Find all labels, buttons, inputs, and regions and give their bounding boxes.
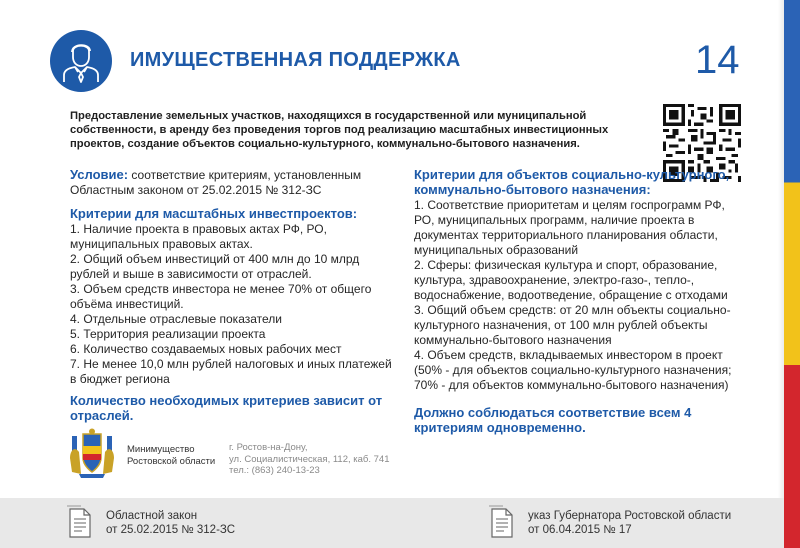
page-number: 14 [695,38,740,82]
list-item: 4. Отдельные отраслевые показатели [70,312,282,326]
list-item: 2. Общий объем инвестиций от 400 млн до 10 млрд рублей и выше в зависимости от отраслей. [70,252,360,281]
region-flag-stripe [784,0,800,548]
ministry-address: г. Ростов-на-Дону, ул. Социалистическая, 112, каб. 741 тел.: (863) 240-13-23 [229,442,390,476]
left-note: Количество необходимых критериев зависит от отраслей. [70,393,383,423]
list-item: 4. Объем средств, вкладываемых инвестором в проект (50% - для объектов социально-культурного назначения; 70% - для объектов коммунально-бытового назначения) [414,348,732,392]
list-item: 1. Наличие проекта в правовых актах РФ, РО, муниципальных правовых актах. [70,222,327,251]
law-text: Областной закон от 25.02.2015 № 312-ЗС [106,510,236,536]
intro-text: Предоставление земельных участков, находящихся в государственной или муниципальной собственности, в аренду без проведения торгов под реализацию масштабных инвестиционных проектов, создание объектов социально-культурного, коммунально-бытового назначения. [70,110,609,150]
ministry-contact [67,428,407,480]
list-item: 3. Общий объем средств: от 20 млн объекты социально-культурного назначения, от 100 млн рублей объекты коммунально-бытового назначения [414,303,731,347]
social-objects-criteria-title: Критерии для объектов социально-культурного, коммунально-бытового назначения: [414,167,730,197]
list-item: 3. Объем средств инвестора не менее 70% от общего объёма инвестиций. [70,282,372,311]
person-icon [50,30,112,92]
list-item: 1. Соответствие приоритетам и целям госпрограмм РФ, РО, муниципальных программ, наличие проекта в документах территориального планирования области, муниципальных образований [414,198,725,257]
large-projects-criteria-list [70,222,395,387]
large-projects-criteria-title: Критерии для масштабных инвестпроектов: [70,206,358,221]
list-item: 6. Количество создаваемых новых рабочих мест [70,342,342,356]
list-item: 7. Не менее 10,0 млн рублей налоговых и иных платежей в бюджет региона [70,357,392,386]
decree-text: указ Губернатора Ростовской области от 06.04.2015 № 17 [528,510,732,536]
condition-block [70,167,395,198]
left-column [70,167,395,423]
list-item: 2. Сферы: физическая культура и спорт, образование, культура, здравоохранение, электро-газо-, тепло-, водоснабжение, водоотведение, обращение с отходами [414,258,728,302]
document-icon [488,505,516,541]
page-title: ИМУЩЕСТВЕННАЯ ПОДДЕРЖКА [130,49,461,71]
list-item: 5. Территория реализации проекта [70,327,266,341]
right-note: Должно соблюдаться соответствие всем 4 критериям одновременно. [414,405,692,435]
coat-of-arms-icon [67,428,117,480]
condition-text: соответствие критериям, установленным Областным законом от 25.02.2015 № 312-ЗС [70,168,362,197]
ministry-name: Минимущество Ростовской области [127,444,216,467]
social-objects-criteria-list [414,198,734,393]
condition-label: Условие: [70,167,129,182]
right-column [414,167,734,435]
document-icon [66,505,94,541]
regional-law-reference [66,498,235,548]
governor-decree-reference [488,498,731,548]
footer-bar [0,498,784,548]
